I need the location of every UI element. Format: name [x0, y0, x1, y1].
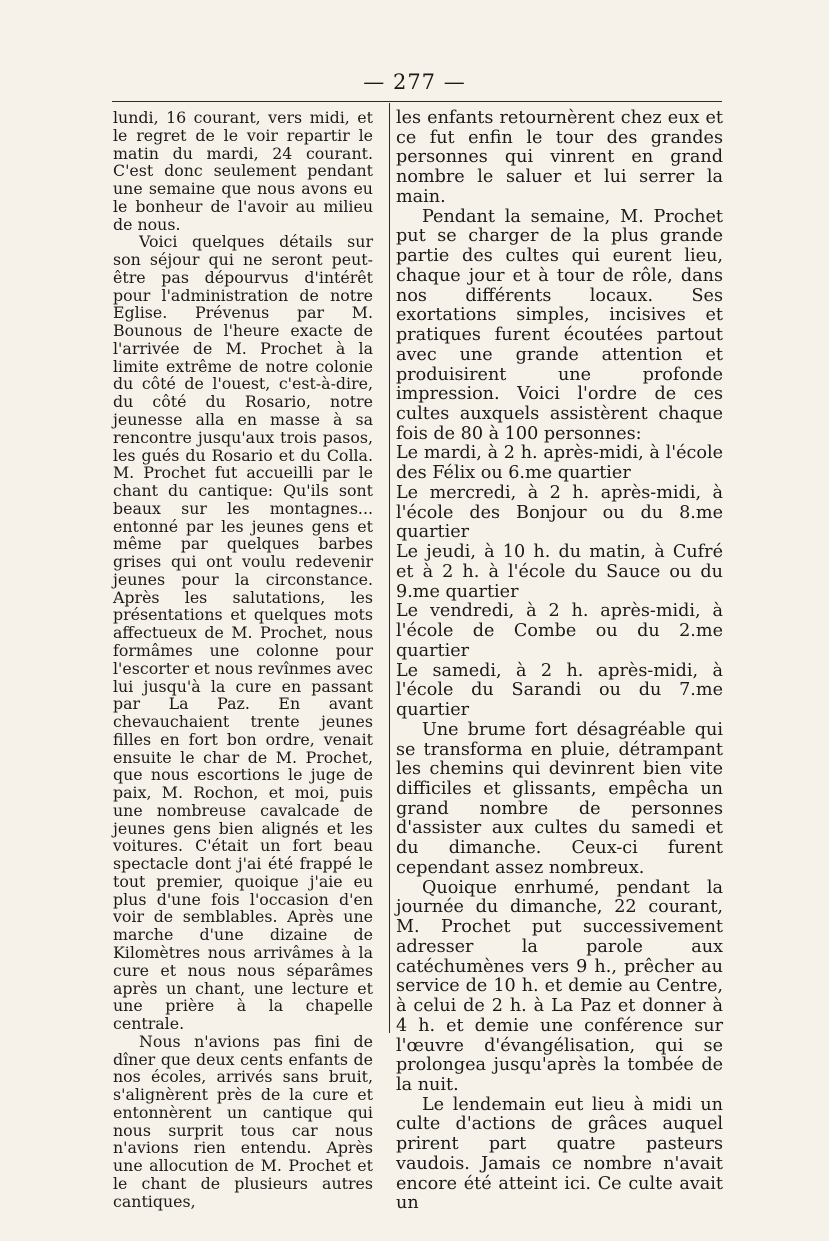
- services-schedule: [396, 444, 723, 720]
- paragraph-weather: Une brume fort désagréable qui se transforma en pluie, détrampant les chemins qui devinrent bien vite difficiles et glissants, empêcha un grand nombre de personnes d'assister aux cultes du samedi et du dimanche. Ceux-ci furent cependant assez nombreux.: [396, 719, 723, 878]
- header-rule: [112, 101, 722, 102]
- schedule-item: Le jeudi, à 10 h. du matin, à Cufré et à 2 h. à l'école du Sauce ou du 9.me quartier: [396, 542, 723, 602]
- schedule-item: Le vendredi, à 2 h. après-midi, à l'école de Combe ou du 2.me quartier: [396, 601, 723, 661]
- left-column: [113, 109, 373, 1210]
- paragraph-greeting: les enfants retournèrent chez eux et ce fut enfin le tour des grandes personnes qui vinrent en grand nombre le saluer et lui serrer la main.: [396, 108, 723, 207]
- paragraph-week: Pendant la semaine, M. Prochet put se charger de la plus grande partie des cultes qui eurent lieu, chaque jour et à tour de rôle, dans nos différents locaux. Ses exortations simples, incisives et pratiques furent écoutées partout avec une grande attention et produisirent une profonde impression. Voici l'ordre de ces cultes auxquels assistèrent chaque fois de 80 à 100 personnes:: [396, 206, 723, 444]
- right-column: [396, 109, 723, 1214]
- paragraph-continuation: lundi, 16 courant, vers midi, et le regret de le voir repartir le matin du mardi, 24 courant. C'est donc seulement pendant une semaine que nous avons eu le bonheur de l'avoir au milieu de nous.: [113, 108, 373, 234]
- schedule-item: Le mercredi, à 2 h. après-midi, à l'école des Bonjour ou du 8.me quartier: [396, 482, 723, 543]
- paragraph-children: Nous n'avions pas fini de dîner que deux cents enfants de nos écoles, arrivés sans bruit, s'alignèrent près de la cure et entonnèrent un cantique qui nous surprit tous car nous n'avions rien entendu. Après une allocution de M. Prochet et le chant de plusieurs autres cantiques,: [113, 1031, 373, 1211]
- page-number: — 277 —: [363, 70, 466, 94]
- schedule-item: Le samedi, à 2 h. après-midi, à l'école du Sarandi ou du 7.me quartier: [396, 660, 723, 721]
- paragraph-arrival: Voici quelques détails sur son séjour qui ne seront peut-être pas dépourvus d'intérêt pour l'administration de notre Eglise. Prévenus par M. Bounous de l'heure exacte de l'arrivée de M. Prochet à la limite extrême de notre colonie du côté de l'ouest, c'est-à-dire, du côté du Rosario, notre jeunesse alla en masse à sa rencontre jusqu'aux trois pasos, les gués du Rosario et du Colla. M. Prochet fut accueilli par le chant du cantique: Qu'ils sont beaux sur les montagnes... entonné par les jeunes gens et même par quelques barbes grises qui ont voulu redevenir jeunes pour la circonstance. Après les salutations, les présentations et quelques mots affectueux de M. Prochet, nous formâmes une colonne pour l'escorter et nous revînmes avec lui jusqu'à la cure en passant par La Paz. En avant chevauchaient trente jeunes filles en fort bon ordre, venait ensuite le char de M. Prochet, que nous escortions le juge de paix, M. Rochon, et moi, puis une nombreuse cavalcade de jeunes gens bien alignés et les voitures. C'était un fort beau spectacle dont j'ai été frappé le tout premier, quoique j'aie eu plus d'une fois l'occasion d'en voir de semblables. Après une marche d'une dizaine de Kilomètres nous arrivâmes à la cure et nous nous séparâmes après un chant, une lecture et une prière à la chapelle centrale.: [113, 232, 373, 1034]
- paragraph-sunday: Quoique enrhumé, pendant la journée du dimanche, 22 courant, M. Prochet put successivement adresser la parole aux catéchumènes vers 9 h., prêcher au service de 10 h. et demie au Centre, à celui de 2 h. à La Paz et donner à 4 h. et demie une conférence sur l'œuvre d'évangélisation, qui se prolongea jusqu'après la tombée de la nuit.: [396, 877, 723, 1095]
- paragraph-thanksgiving: Le lendemain eut lieu à midi un culte d'actions de grâces auquel prirent part quatre pasteurs vaudois. Jamais ce nombre n'avait encore été atteint ici. Ce culte avait un: [396, 1094, 723, 1214]
- schedule-item: Le mardi, à 2 h. après-midi, à l'école des Félix ou 6.me quartier: [396, 443, 723, 484]
- column-divider: [389, 103, 390, 1033]
